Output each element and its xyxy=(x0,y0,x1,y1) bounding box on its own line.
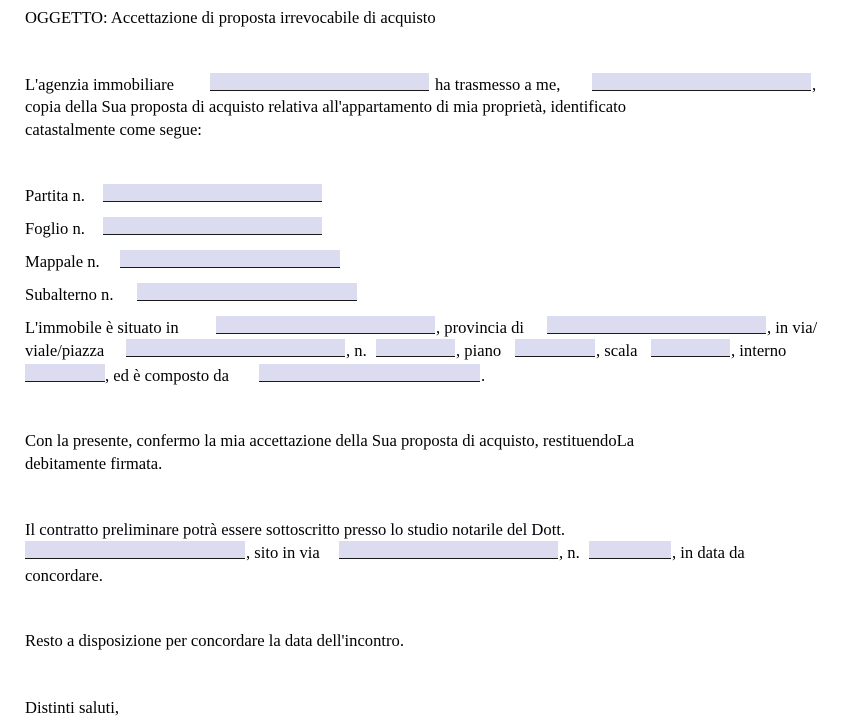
cadastral-intro-text: catastalmente come segue: xyxy=(25,120,202,139)
composition-field[interactable] xyxy=(259,364,480,382)
street-number-label: , n. xyxy=(346,341,367,360)
staircase-field[interactable] xyxy=(651,339,730,357)
notary-name-field[interactable] xyxy=(25,541,245,559)
staircase-label: , scala xyxy=(596,341,638,360)
subject-line: OGGETTO: Accettazione di proposta irrevocabile di acquisto xyxy=(25,8,436,27)
proposal-copy-text: copia della Sua proposta di acquisto relativa all'appartamento di mia proprietà, identificato xyxy=(25,97,627,116)
street-name-field[interactable] xyxy=(126,339,345,357)
interior-label: , interno xyxy=(731,341,787,360)
floor-field[interactable] xyxy=(515,339,595,357)
acceptance-text-1: Con la presente, confermo la mia accettazione della Sua proposta di acquisto, restituendoLa xyxy=(25,431,635,450)
period-text: . xyxy=(481,366,486,385)
location-label: L'immobile è situato in xyxy=(25,318,179,337)
date-label: , in data da xyxy=(672,543,745,562)
interior-field[interactable] xyxy=(25,364,105,382)
province-label: , provincia di xyxy=(436,318,525,337)
viale-piazza-label: viale/piazza xyxy=(25,341,105,360)
mappale-field[interactable] xyxy=(120,250,340,268)
street-label: , in via/ xyxy=(767,318,818,337)
floor-label: , piano xyxy=(456,341,502,360)
availability-text: Resto a disposizione per concordare la data dell'incontro. xyxy=(25,631,404,650)
comma-text: , xyxy=(812,75,817,94)
province-field[interactable] xyxy=(547,316,766,334)
notary-street-label: , sito in via xyxy=(246,543,320,562)
city-field[interactable] xyxy=(216,316,435,334)
transmitted-label: ha trasmesso a me, xyxy=(435,75,561,94)
notary-number-field[interactable] xyxy=(589,541,671,559)
subalterno-field[interactable] xyxy=(137,283,357,301)
agency-label: L'agenzia immobiliare xyxy=(25,75,175,94)
acceptance-text-2: debitamente firmata. xyxy=(25,454,163,473)
notary-street-field[interactable] xyxy=(339,541,558,559)
owner-name-field[interactable] xyxy=(592,73,811,91)
contract-text-3: concordare. xyxy=(25,566,103,585)
partita-field[interactable] xyxy=(103,184,322,202)
notary-number-label: , n. xyxy=(559,543,580,562)
partita-label: Partita n. xyxy=(25,186,85,205)
composition-label: , ed è composto da xyxy=(105,366,229,385)
street-number-field[interactable] xyxy=(376,339,455,357)
contract-text-1: Il contratto preliminare potrà essere sottoscritto presso lo studio notarile del Dott. xyxy=(25,520,566,539)
mappale-label: Mappale n. xyxy=(25,252,100,271)
closing-text: Distinti saluti, xyxy=(25,698,120,717)
subalterno-label: Subalterno n. xyxy=(25,285,114,304)
foglio-label: Foglio n. xyxy=(25,219,85,238)
agency-name-field[interactable] xyxy=(210,73,429,91)
foglio-field[interactable] xyxy=(103,217,322,235)
